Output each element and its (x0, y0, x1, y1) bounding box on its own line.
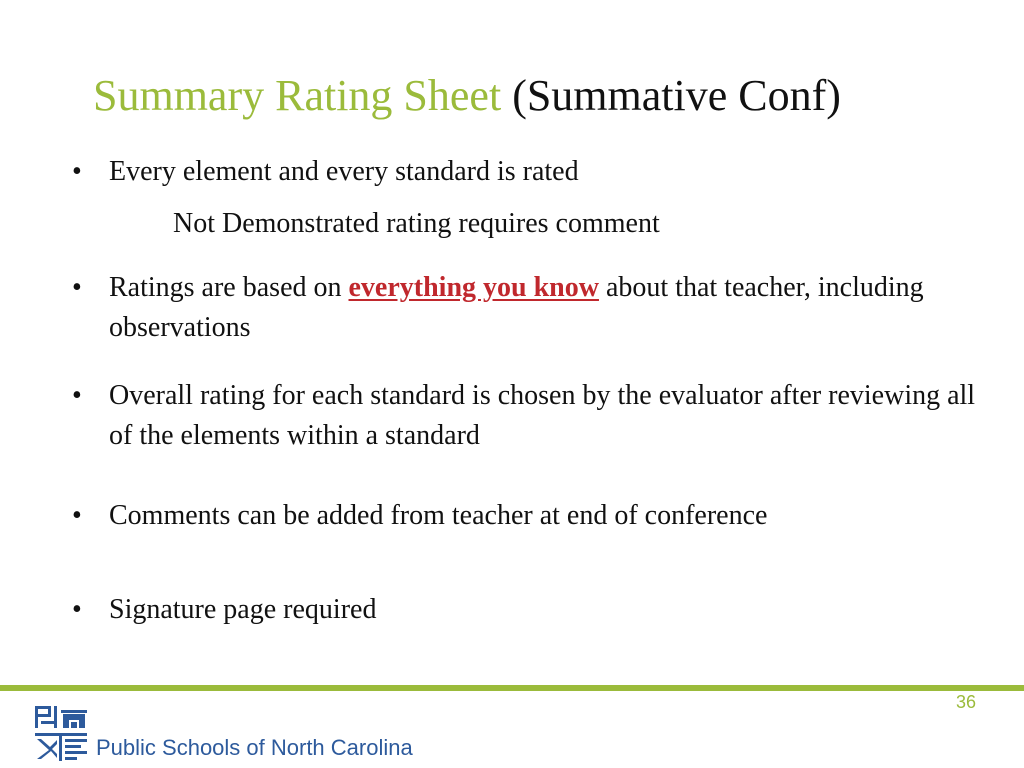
bullet-dot: • (72, 156, 82, 187)
bullet-dot: • (72, 380, 82, 411)
organization-name: Public Schools of North Carolina (96, 735, 413, 760)
bullet-subtext: Not Demonstrated rating requires comment (173, 208, 660, 239)
bullet-item-5 (72, 590, 982, 630)
ncdpi-logo-icon (33, 704, 89, 762)
bullet-dot: • (72, 500, 82, 531)
bullet-item-3 (72, 376, 982, 456)
slide-title-sub: (Summative Conf) (512, 71, 841, 120)
bullet-text: Every element and every standard is rated (109, 156, 579, 187)
bullet-item-1 (72, 152, 982, 244)
emphasis-text: everything you know (348, 272, 599, 303)
footer-divider (0, 685, 1024, 691)
bullet-item-4 (72, 496, 982, 536)
bullet-dot: • (72, 272, 82, 303)
bullet-text: Comments can be added from teacher at end of conference (109, 500, 768, 531)
bullet-text-after: about that teacher, including observations (109, 272, 924, 343)
bullet-text (109, 268, 982, 348)
bullet-dot: • (72, 594, 82, 625)
bullet-text: Signature page required (109, 594, 377, 625)
bullet-text-before: Ratings are based on (109, 272, 349, 303)
slide-title-main: Summary Rating Sheet (93, 71, 502, 120)
page-number: 36 (955, 692, 976, 712)
bullet-item-2 (72, 268, 982, 348)
bullet-text: Overall rating for each standard is chosen by the evaluator after reviewing all of the elements within a standard (109, 380, 976, 451)
